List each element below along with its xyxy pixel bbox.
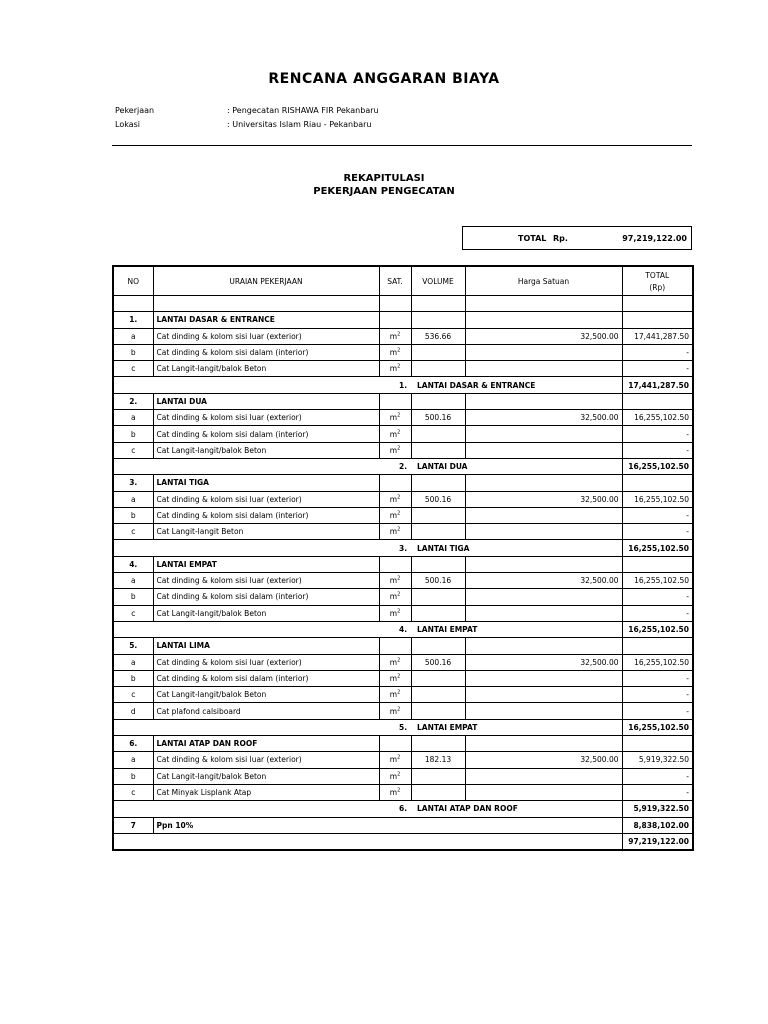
unit-exponent: 2 [397, 445, 401, 452]
table-row [113, 524, 693, 540]
item-total: 16,255,102.50 [622, 410, 693, 426]
item-total: - [622, 670, 693, 686]
item-volume [411, 344, 465, 360]
item-total: - [622, 426, 693, 442]
item-total: - [622, 524, 693, 540]
subtotal-value: 17,441,287.50 [622, 377, 693, 393]
unit-exponent: 2 [397, 494, 401, 501]
subtotal-no: 2. [399, 462, 408, 472]
section-header-row [113, 638, 693, 654]
item-no: b [113, 589, 153, 605]
item-no: b [113, 344, 153, 360]
total-label: TOTAL [518, 234, 547, 243]
unit-text: m [389, 673, 398, 683]
item-harga [465, 784, 622, 800]
item-volume: 500.16 [411, 410, 465, 426]
item-sat [379, 344, 411, 360]
subtotal-text: LANTAI EMPAT [417, 722, 478, 732]
unit-text: m [389, 511, 398, 520]
empty-cell [465, 556, 622, 572]
unit-text: m [389, 527, 398, 537]
header-volume: VOLUME [411, 266, 465, 296]
item-volume [411, 426, 465, 442]
meta-value: : Pengecatan RISHAWA FIR Pekanbaru [227, 106, 379, 115]
unit-exponent: 2 [397, 706, 401, 713]
item-sat [379, 654, 411, 670]
section-no: 4. [113, 556, 153, 572]
item-total: - [622, 507, 693, 523]
subtotal-label [113, 621, 622, 637]
empty-cell [622, 296, 693, 312]
unit-text: m [389, 429, 398, 439]
header-total [622, 266, 693, 296]
item-harga [465, 605, 622, 621]
empty-cell [465, 312, 622, 328]
subtotal-label [113, 719, 622, 735]
ppn-no: 7 [113, 817, 153, 833]
total-box [462, 226, 692, 250]
unit-text: m [389, 413, 398, 423]
item-harga: 32,500.00 [465, 491, 622, 507]
empty-cell [411, 312, 465, 328]
item-volume: 182.13 [411, 752, 465, 768]
item-harga [465, 442, 622, 458]
table-row [113, 703, 693, 719]
item-volume [411, 361, 465, 377]
subtotal-row [113, 621, 693, 637]
subtotal-text: LANTAI ATAP DAN ROOF [417, 804, 518, 814]
item-sat [379, 573, 411, 589]
item-no: c [113, 784, 153, 800]
table-row [113, 328, 693, 344]
empty-cell [622, 736, 693, 752]
unit-text: m [389, 788, 398, 798]
section-title: LANTAI ATAP DAN ROOF [153, 736, 379, 752]
item-desc: Cat Langit-langit/balok Beton [153, 361, 379, 377]
item-desc: Cat plafond calsiboard [153, 703, 379, 719]
item-harga [465, 703, 622, 719]
subtotal-text: LANTAI DUA [417, 462, 468, 472]
empty-cell [465, 393, 622, 409]
subtotal-value: 16,255,102.50 [622, 458, 693, 474]
item-harga: 32,500.00 [465, 654, 622, 670]
subtotal-label [113, 801, 622, 817]
table-row [113, 670, 693, 686]
unit-text: m [389, 364, 398, 374]
empty-cell [622, 393, 693, 409]
item-volume [411, 589, 465, 605]
item-total: - [622, 442, 693, 458]
subtotal-no: 5. [399, 722, 408, 732]
item-sat [379, 752, 411, 768]
item-no: c [113, 687, 153, 703]
item-sat [379, 784, 411, 800]
unit-exponent: 2 [397, 787, 401, 794]
item-sat [379, 768, 411, 784]
subtotal-no: 3. [399, 543, 408, 553]
table-row [113, 507, 693, 523]
subtitle-pekerjaan: PEKERJAAN PENGECATAN [313, 186, 455, 197]
item-sat [379, 410, 411, 426]
item-volume: 500.16 [411, 573, 465, 589]
subtotal-row [113, 719, 693, 735]
unit-exponent: 2 [397, 689, 401, 696]
section-no: 3. [113, 475, 153, 491]
unit-text: m [389, 445, 398, 455]
item-desc: Cat Langit-langit/balok Beton [153, 605, 379, 621]
item-desc: Cat Minyak Lisplank Atap [153, 784, 379, 800]
grand-total-value: 97,219,122.00 [622, 833, 693, 850]
item-sat [379, 605, 411, 621]
unit-text: m [389, 331, 398, 341]
table-row [113, 491, 693, 507]
unit-exponent: 2 [397, 575, 401, 582]
subtotal-no: 6. [399, 804, 408, 814]
grand-total-row [113, 833, 693, 850]
subtotal-label [113, 377, 622, 393]
item-no: d [113, 703, 153, 719]
empty-cell [379, 475, 411, 491]
item-no: c [113, 524, 153, 540]
subtitle-rekapitulasi: REKAPITULASI [343, 173, 425, 184]
table-row [113, 344, 693, 360]
table-row [113, 752, 693, 768]
unit-exponent: 2 [397, 510, 401, 517]
table-row [113, 687, 693, 703]
empty-cell [379, 312, 411, 328]
item-no: a [113, 654, 153, 670]
item-volume: 500.16 [411, 654, 465, 670]
header-total-line1: TOTAL [645, 270, 670, 280]
empty-cell [379, 393, 411, 409]
empty-cell [622, 475, 693, 491]
table-row [113, 426, 693, 442]
item-desc: Cat Langit-langit/balok Beton [153, 768, 379, 784]
spacer-row [113, 296, 693, 312]
header-uraian: URAIAN PEKERJAAN [153, 266, 379, 296]
item-volume [411, 784, 465, 800]
meta-label: Lokasi [115, 120, 140, 129]
item-sat [379, 491, 411, 507]
item-desc: Cat dinding & kolom sisi dalam (interior) [153, 670, 379, 686]
item-harga [465, 344, 622, 360]
unit-exponent: 2 [397, 673, 401, 680]
divider [112, 145, 692, 146]
item-desc: Cat dinding & kolom sisi luar (exterior) [153, 573, 379, 589]
subtotal-value: 16,255,102.50 [622, 719, 693, 735]
item-no: c [113, 605, 153, 621]
subtotal-row [113, 540, 693, 556]
unit-exponent: 2 [397, 591, 401, 598]
empty-cell [622, 638, 693, 654]
item-volume [411, 605, 465, 621]
unit-text: m [389, 494, 398, 504]
empty-cell [113, 296, 153, 312]
table-row [113, 361, 693, 377]
item-harga [465, 524, 622, 540]
item-no: b [113, 768, 153, 784]
header-harga: Harga Satuan [465, 266, 622, 296]
empty-cell [465, 296, 622, 312]
section-title: LANTAI TIGA [153, 475, 379, 491]
item-desc: Cat dinding & kolom sisi dalam (interior) [153, 344, 379, 360]
section-header-row [113, 312, 693, 328]
empty-cell [411, 556, 465, 572]
page-title: RENCANA ANGGARAN BIAYA [268, 71, 500, 87]
section-no: 2. [113, 393, 153, 409]
item-total: - [622, 605, 693, 621]
unit-text: m [389, 592, 398, 602]
subtotal-text: LANTAI EMPAT [417, 625, 478, 635]
total-value: 97,219,122.00 [622, 234, 687, 243]
item-no: c [113, 361, 153, 377]
unit-exponent: 2 [397, 608, 401, 615]
subtotal-no: 1. [399, 380, 408, 390]
item-total: 16,255,102.50 [622, 491, 693, 507]
empty-cell [153, 296, 379, 312]
item-total: 5,919,322.50 [622, 752, 693, 768]
empty-cell [411, 296, 465, 312]
empty-cell [379, 556, 411, 572]
item-desc: Cat dinding & kolom sisi dalam (interior) [153, 426, 379, 442]
subtotal-row [113, 458, 693, 474]
item-no: a [113, 752, 153, 768]
header-no: NO [113, 266, 153, 296]
item-total: - [622, 687, 693, 703]
item-sat [379, 442, 411, 458]
subtotal-value: 16,255,102.50 [622, 621, 693, 637]
empty-cell [411, 736, 465, 752]
section-no: 6. [113, 736, 153, 752]
item-volume [411, 703, 465, 719]
item-no: c [113, 442, 153, 458]
table-row [113, 784, 693, 800]
item-total: - [622, 703, 693, 719]
meta-label: Pekerjaan [115, 106, 155, 115]
empty-cell [622, 556, 693, 572]
item-sat [379, 328, 411, 344]
header-total-line2: (Rp) [649, 282, 666, 292]
item-volume: 536.66 [411, 328, 465, 344]
item-total: 17,441,287.50 [622, 328, 693, 344]
item-desc: Cat dinding & kolom sisi luar (exterior) [153, 410, 379, 426]
item-no: a [113, 573, 153, 589]
empty-cell [465, 475, 622, 491]
subtotal-value: 16,255,102.50 [622, 540, 693, 556]
item-no: a [113, 328, 153, 344]
section-header-row [113, 475, 693, 491]
item-harga [465, 768, 622, 784]
unit-text: m [389, 690, 398, 700]
item-volume [411, 524, 465, 540]
item-volume [411, 507, 465, 523]
total-currency: Rp. [553, 234, 568, 243]
item-harga [465, 670, 622, 686]
item-harga [465, 507, 622, 523]
item-desc: Cat dinding & kolom sisi luar (exterior) [153, 491, 379, 507]
item-desc: Cat Langit-langit Beton [153, 524, 379, 540]
table-row [113, 573, 693, 589]
table-body [113, 296, 693, 851]
budget-table [112, 265, 694, 851]
item-volume [411, 687, 465, 703]
item-desc: Cat dinding & kolom sisi luar (exterior) [153, 654, 379, 670]
item-sat [379, 524, 411, 540]
item-volume [411, 768, 465, 784]
unit-text: m [389, 608, 398, 618]
unit-exponent: 2 [397, 771, 401, 778]
subtotal-text: LANTAI DASAR & ENTRANCE [417, 380, 536, 390]
item-total: 16,255,102.50 [622, 654, 693, 670]
item-volume [411, 442, 465, 458]
item-no: b [113, 426, 153, 442]
item-sat [379, 361, 411, 377]
empty-cell [113, 833, 622, 850]
section-title: LANTAI LIMA [153, 638, 379, 654]
empty-cell [411, 393, 465, 409]
unit-exponent: 2 [397, 754, 401, 761]
unit-exponent: 2 [397, 526, 401, 533]
subtotal-no: 4. [399, 625, 408, 635]
item-harga: 32,500.00 [465, 328, 622, 344]
unit-text: m [389, 657, 398, 667]
section-title: LANTAI DUA [153, 393, 379, 409]
item-total: 16,255,102.50 [622, 573, 693, 589]
table-row [113, 410, 693, 426]
empty-cell [379, 736, 411, 752]
item-desc: Cat dinding & kolom sisi dalam (interior) [153, 507, 379, 523]
item-sat [379, 426, 411, 442]
empty-cell [411, 638, 465, 654]
table-row [113, 605, 693, 621]
empty-cell [379, 638, 411, 654]
item-no: b [113, 507, 153, 523]
item-desc: Cat dinding & kolom sisi luar (exterior) [153, 328, 379, 344]
item-desc: Cat Langit-langit/balok Beton [153, 442, 379, 458]
table-row [113, 654, 693, 670]
item-no: a [113, 491, 153, 507]
item-sat [379, 507, 411, 523]
table-row [113, 768, 693, 784]
subtotal-value: 5,919,322.50 [622, 801, 693, 817]
unit-exponent: 2 [397, 331, 401, 338]
unit-text: m [389, 755, 398, 765]
item-sat [379, 687, 411, 703]
item-sat [379, 670, 411, 686]
item-harga: 32,500.00 [465, 752, 622, 768]
item-harga [465, 687, 622, 703]
item-total: - [622, 784, 693, 800]
header-sat: SAT. [379, 266, 411, 296]
item-harga: 32,500.00 [465, 410, 622, 426]
table-row [113, 589, 693, 605]
unit-exponent: 2 [397, 363, 401, 370]
section-title: LANTAI EMPAT [153, 556, 379, 572]
item-harga [465, 361, 622, 377]
unit-text: m [389, 771, 398, 781]
section-no: 5. [113, 638, 153, 654]
item-total: - [622, 589, 693, 605]
item-harga: 32,500.00 [465, 573, 622, 589]
item-sat [379, 703, 411, 719]
subtotal-text: LANTAI TIGA [417, 543, 470, 553]
empty-cell [465, 736, 622, 752]
subtotal-row [113, 377, 693, 393]
table-row [113, 442, 693, 458]
unit-text: m [389, 576, 398, 586]
empty-cell [379, 296, 411, 312]
ppn-value: 8,838,102.00 [622, 817, 693, 833]
item-volume: 500.16 [411, 491, 465, 507]
item-no: a [113, 410, 153, 426]
section-no: 1. [113, 312, 153, 328]
ppn-label: Ppn 10% [153, 817, 622, 833]
unit-exponent: 2 [397, 657, 401, 664]
section-header-row [113, 393, 693, 409]
item-desc: Cat dinding & kolom sisi luar (exterior) [153, 752, 379, 768]
subtotal-label [113, 458, 622, 474]
empty-cell [465, 638, 622, 654]
subtotal-label [113, 540, 622, 556]
meta-value: : Universitas Islam Riau - Pekanbaru [227, 120, 372, 129]
item-sat [379, 589, 411, 605]
section-header-row [113, 736, 693, 752]
unit-text: m [389, 706, 398, 716]
item-desc: Cat dinding & kolom sisi dalam (interior) [153, 589, 379, 605]
unit-text: m [389, 348, 398, 358]
item-total: - [622, 344, 693, 360]
unit-exponent: 2 [397, 347, 401, 354]
section-header-row [113, 556, 693, 572]
section-title: LANTAI DASAR & ENTRANCE [153, 312, 379, 328]
item-no: b [113, 670, 153, 686]
subtotal-row [113, 801, 693, 817]
ppn-row [113, 817, 693, 833]
unit-exponent: 2 [397, 429, 401, 436]
item-total: - [622, 768, 693, 784]
empty-cell [411, 475, 465, 491]
item-harga [465, 426, 622, 442]
empty-cell [622, 312, 693, 328]
unit-exponent: 2 [397, 412, 401, 419]
item-volume [411, 670, 465, 686]
table-header [113, 266, 693, 296]
item-desc: Cat Langit-langit/balok Beton [153, 687, 379, 703]
item-total: - [622, 361, 693, 377]
item-harga [465, 589, 622, 605]
